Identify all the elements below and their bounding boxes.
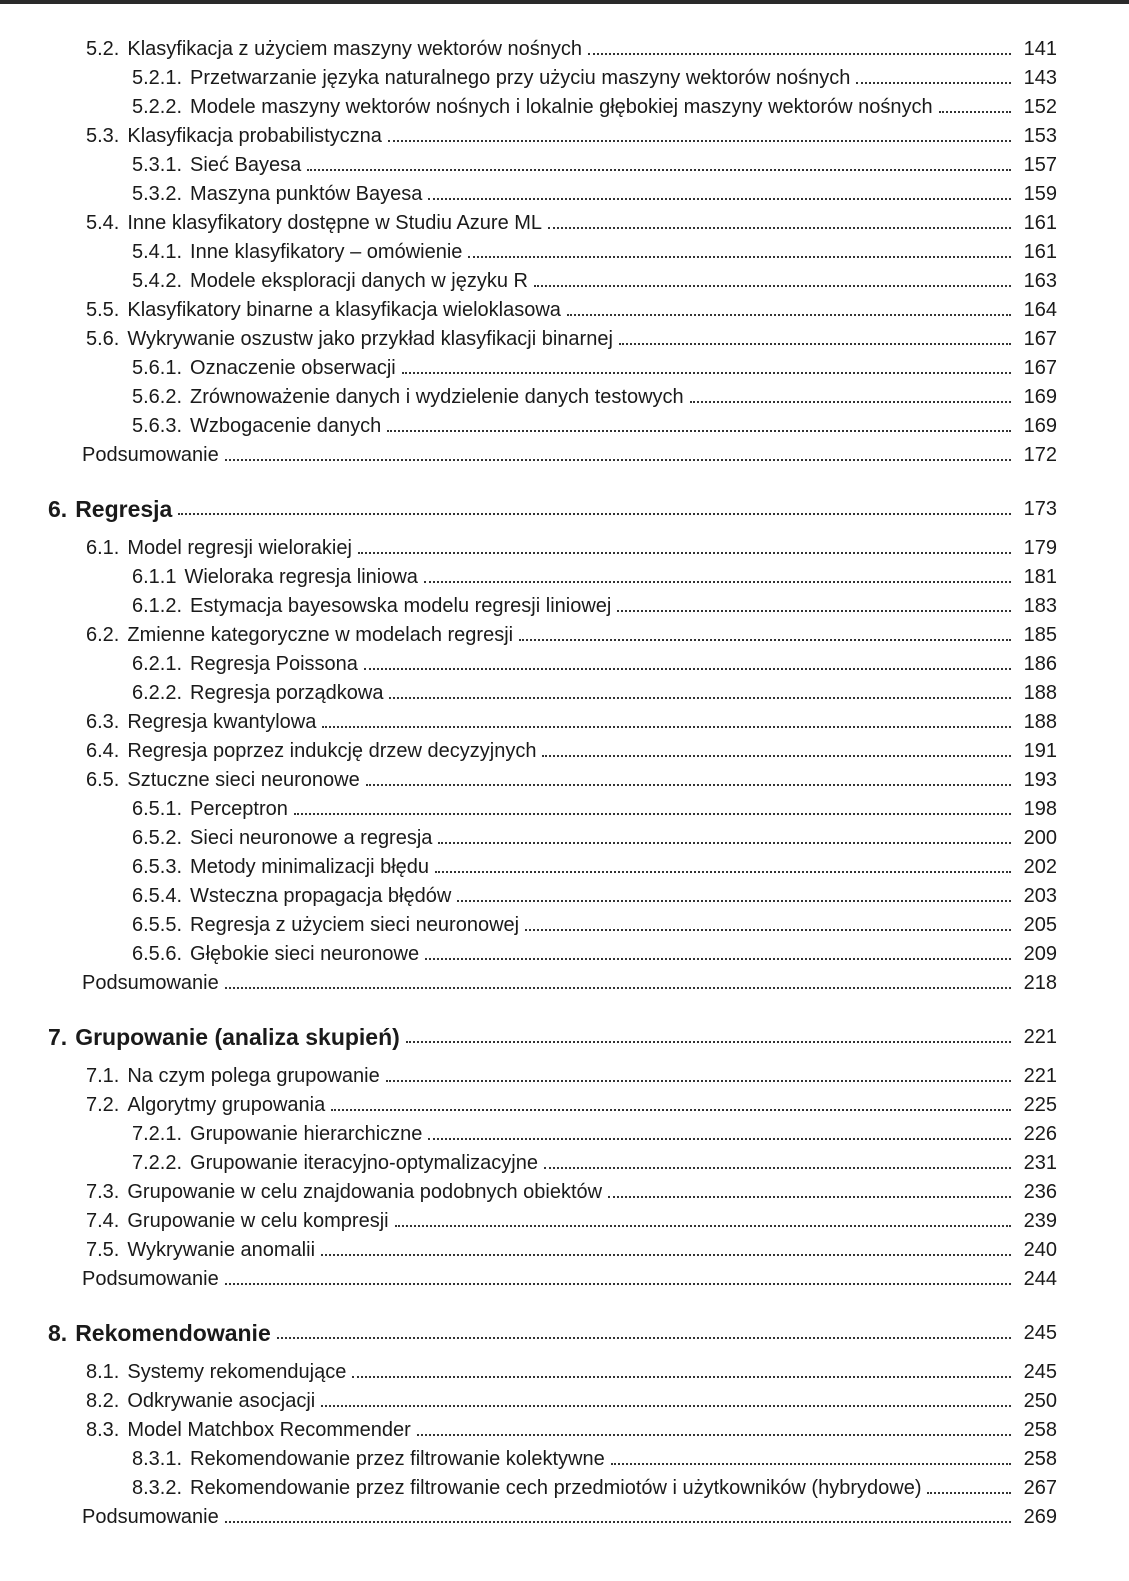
toc-page-number: 188 [1023,682,1057,704]
dot-leader [387,430,1011,432]
toc-page-number: 258 [1023,1419,1057,1441]
toc-entry [0,293,1129,322]
toc-page-number: 200 [1023,827,1057,849]
toc-entry-title: Rekomendowanie [75,1320,271,1346]
table-of-contents [0,32,1129,1529]
toc-entry-number: 5.4.1. [132,241,183,263]
dot-leader [322,726,1011,728]
dot-leader [457,900,1011,902]
toc-entry-title: Regresja kwantylowa [127,711,317,733]
toc-entry-number: 5.4. [86,212,120,234]
toc-entry-number: 8.3.2. [132,1477,183,1499]
toc-page-number: 225 [1023,1094,1057,1116]
toc-page-number: 179 [1023,537,1057,559]
toc-entry-title: Wsteczna propagacja błędów [190,885,452,907]
toc-page-number: 164 [1023,299,1057,321]
toc-entry-title: Modele eksploracji danych w języku R [190,270,528,292]
toc-entry-title: Regresja [75,496,173,522]
toc-entry [0,119,1129,148]
toc-entry-title: Regresja poprzez indukcję drzew decyzyjnych [127,740,537,762]
toc-entry [0,618,1129,647]
toc-entry-title: Grupowanie iteracyjno-optymalizacyjne [190,1152,538,1174]
dot-leader [395,1225,1011,1227]
dot-leader [519,639,1011,641]
toc-entry-number: 5.6.2. [132,386,183,408]
toc-entry-number: 6.5.1. [132,798,183,820]
toc-page-number: 250 [1023,1390,1057,1412]
toc-entry [0,351,1129,380]
toc-page-number: 183 [1023,595,1057,617]
dot-leader [548,227,1011,229]
toc-entry-number: 5.5. [86,299,120,321]
toc-entry-number: 7.2. [86,1094,120,1116]
toc-entry-title: Sieć Bayesa [190,154,302,176]
toc-entry-number: 6.5.5. [132,914,183,936]
toc-entry-title: Wzbogacenie danych [190,415,382,437]
toc-entry [0,937,1129,966]
toc-entry-title: Modele maszyny wektorów nośnych i lokalnie głębokiej maszyny wektorów nośnych [190,96,933,118]
toc-entry-title: Inne klasyfikatory – omówienie [190,241,463,263]
toc-entry [0,90,1129,119]
dot-leader [321,1405,1011,1407]
toc-entry [0,1059,1129,1088]
toc-entry [0,850,1129,879]
toc-page-number: 161 [1023,212,1057,234]
toc-entry [0,409,1129,438]
toc-entry [0,177,1129,206]
toc-entry-title: Odkrywanie asocjacji [127,1390,316,1412]
dot-leader [424,581,1011,583]
toc-entry [0,821,1129,850]
toc-entry-number: 8. [48,1320,68,1346]
dot-leader [534,285,1011,287]
dot-leader [525,929,1011,931]
toc-page-number: 236 [1023,1181,1057,1203]
toc-entry [0,676,1129,705]
toc-entry-number: 5.6.3. [132,415,183,437]
toc-entry-number: 6.5.2. [132,827,183,849]
dot-leader [225,1521,1011,1523]
toc-entry [0,560,1129,589]
toc-page-number: 157 [1023,154,1057,176]
toc-entry-title: Klasyfikatory binarne a klasyfikacja wieloklasowa [127,299,561,321]
toc-entry [0,264,1129,293]
toc-page-number: 173 [1023,498,1057,520]
toc-entry [0,380,1129,409]
toc-entry-title: Algorytmy grupowania [127,1094,326,1116]
toc-page-number: 269 [1023,1506,1057,1528]
toc-entry-number: 5.3.1. [132,154,183,176]
toc-entry-number: 7. [48,1024,68,1050]
toc-entry-number: 7.2.1. [132,1123,183,1145]
toc-entry-title: Inne klasyfikatory dostępne w Studiu Azure ML [127,212,543,234]
toc-entry-number: 6.5.4. [132,885,183,907]
toc-page-number: 240 [1023,1239,1057,1261]
toc-entry-title: Model regresji wielorakiej [127,537,352,559]
toc-page-number: 163 [1023,270,1057,292]
toc-entry [0,61,1129,90]
toc-page-number: 245 [1023,1361,1057,1383]
dot-leader [428,198,1011,200]
dot-leader [225,987,1011,989]
toc-page-number: 191 [1023,740,1057,762]
toc-entry-title: Estymacja bayesowska modelu regresji liniowej [190,595,612,617]
toc-entry [0,792,1129,821]
toc-page-number: 244 [1023,1268,1057,1290]
toc-entry-title: Grupowanie w celu znajdowania podobnych obiektów [127,1181,603,1203]
dot-leader [542,755,1011,757]
toc-entry-title: Sztuczne sieci neuronowe [127,769,360,791]
toc-entry-number: 6.1.1 [132,566,177,588]
toc-chapter-heading [0,1291,1129,1345]
toc-page-number: 143 [1023,67,1057,89]
chapter-spacer [0,1049,1129,1059]
dot-leader [468,256,1011,258]
toc-entry-title: Regresja z użyciem sieci neuronowej [190,914,520,936]
toc-entry-number: 7.1. [86,1065,120,1087]
toc-entry-number: 6.3. [86,711,120,733]
toc-page-number: 267 [1023,1477,1057,1499]
toc-entry-title: Klasyfikacja probabilistyczna [127,125,382,147]
toc-entry-title: Grupowanie (analiza skupień) [75,1024,400,1050]
toc-entry [0,1442,1129,1471]
toc-entry-number: 6.2. [86,624,120,646]
dot-leader [425,958,1011,960]
dot-leader [331,1109,1011,1111]
dot-leader [417,1434,1011,1436]
toc-entry-title: Rekomendowanie przez filtrowanie kolektywne [190,1448,605,1470]
dot-leader [402,372,1011,374]
toc-entry-number: 6.2.2. [132,682,183,704]
toc-chapter-heading [0,995,1129,1049]
toc-entry [0,32,1129,61]
dot-leader [544,1167,1011,1169]
toc-entry-title: Rekomendowanie przez filtrowanie cech przedmiotów i użytkowników (hybrydowe) [190,1477,922,1499]
dot-leader [225,459,1011,461]
toc-chapter-heading [0,467,1129,521]
toc-entry-number: 6.1.2. [132,595,183,617]
toc-entry-title: Podsumowanie [82,972,219,994]
dot-leader [617,610,1011,612]
toc-entry-title: Podsumowanie [82,1506,219,1528]
dot-leader [352,1376,1011,1378]
toc-entry [0,705,1129,734]
toc-page-number: 221 [1023,1026,1057,1048]
toc-page-number: 226 [1023,1123,1057,1145]
toc-page-number: 258 [1023,1448,1057,1470]
toc-entry-number: 6.5. [86,769,120,791]
chapter-spacer [0,1345,1129,1355]
toc-page-number: 209 [1023,943,1057,965]
toc-entry [0,734,1129,763]
toc-entry [0,1471,1129,1500]
toc-page-number: 161 [1023,241,1057,263]
toc-entry-number: 8.3.1. [132,1448,183,1470]
toc-entry [0,908,1129,937]
toc-page-number: 186 [1023,653,1057,675]
toc-entry [0,206,1129,235]
toc-page-number: 202 [1023,856,1057,878]
toc-entry-title: Podsumowanie [82,1268,219,1290]
dot-leader [435,871,1011,873]
dot-leader [277,1337,1011,1339]
toc-entry-title: Metody minimalizacji błędu [190,856,430,878]
toc-entry-title: Zmienne kategoryczne w modelach regresji [127,624,514,646]
toc-entry-number: 7.4. [86,1210,120,1232]
toc-entry [0,763,1129,792]
toc-entry [0,1088,1129,1117]
dot-leader [386,1080,1011,1082]
toc-entry-number: 5.2.2. [132,96,183,118]
toc-entry-title: Regresja porządkowa [190,682,384,704]
toc-entry-number: 6. [48,496,68,522]
toc-summary-entry [0,1262,1129,1291]
toc-entry-title: Maszyna punktów Bayesa [190,183,423,205]
toc-entry [0,1117,1129,1146]
dot-leader [406,1041,1011,1043]
toc-entry [0,1204,1129,1233]
toc-entry [0,1175,1129,1204]
toc-entry [0,647,1129,676]
toc-entry [0,1384,1129,1413]
page-top-rule [0,0,1129,4]
toc-entry-title: Wieloraka regresja liniowa [184,566,418,588]
dot-leader [307,169,1011,171]
toc-page-number: 181 [1023,566,1057,588]
toc-entry [0,589,1129,618]
toc-entry-number: 6.2.1. [132,653,183,675]
toc-page-number: 153 [1023,125,1057,147]
toc-entry [0,531,1129,560]
dot-leader [939,111,1011,113]
toc-entry-number: 5.3.2. [132,183,183,205]
toc-page-number: 218 [1023,972,1057,994]
toc-page-number: 198 [1023,798,1057,820]
dot-leader [364,668,1011,670]
toc-page-number: 167 [1023,328,1057,350]
dot-leader [588,53,1011,55]
dot-leader [438,842,1011,844]
toc-page-number: 152 [1023,96,1057,118]
toc-entry-number: 7.3. [86,1181,120,1203]
dot-leader [856,82,1011,84]
toc-summary-entry [0,966,1129,995]
toc-entry-number: 6.1. [86,537,120,559]
toc-entry-number: 5.6.1. [132,357,183,379]
toc-entry-title: Zrównoważenie danych i wydzielenie danych testowych [190,386,684,408]
toc-page-number: 203 [1023,885,1057,907]
toc-page-number: 221 [1023,1065,1057,1087]
toc-entry-title: Oznaczenie obserwacji [190,357,396,379]
toc-entry-title: Na czym polega grupowanie [127,1065,380,1087]
toc-entry-title: Grupowanie hierarchiczne [190,1123,423,1145]
toc-entry-title: Perceptron [190,798,288,820]
toc-page-number: 231 [1023,1152,1057,1174]
toc-page-number: 188 [1023,711,1057,733]
dot-leader [294,813,1011,815]
toc-page-number: 245 [1023,1322,1057,1344]
toc-entry-title: Model Matchbox Recommender [127,1419,411,1441]
dot-leader [358,552,1011,554]
toc-page-number: 159 [1023,183,1057,205]
toc-page-number: 205 [1023,914,1057,936]
toc-entry-title: Wykrywanie anomalii [127,1239,316,1261]
toc-entry-number: 8.2. [86,1390,120,1412]
toc-entry-number: 5.3. [86,125,120,147]
toc-entry-title: Klasyfikacja z użyciem maszyny wektorów nośnych [127,38,582,60]
dot-leader [619,343,1011,345]
dot-leader [178,513,1011,515]
toc-entry-number: 7.2.2. [132,1152,183,1174]
toc-entry [0,1413,1129,1442]
toc-entry-title: Wykrywanie oszustw jako przykład klasyfikacji binarnej [127,328,613,350]
dot-leader [567,314,1011,316]
toc-page-number: 169 [1023,386,1057,408]
toc-entry-number: 5.2.1. [132,67,183,89]
toc-entry-number: 8.1. [86,1361,120,1383]
toc-entry-title: Podsumowanie [82,444,219,466]
dot-leader [366,784,1011,786]
chapter-spacer [0,521,1129,531]
toc-entry [0,322,1129,351]
toc-page-number: 193 [1023,769,1057,791]
toc-page-number: 141 [1023,38,1057,60]
dot-leader [927,1492,1011,1494]
toc-entry-number: 6.5.6. [132,943,183,965]
toc-entry [0,1233,1129,1262]
toc-entry-number: 5.4.2. [132,270,183,292]
toc-entry-title: Grupowanie w celu kompresji [127,1210,389,1232]
toc-entry-number: 5.2. [86,38,120,60]
dot-leader [690,401,1011,403]
toc-page-number: 185 [1023,624,1057,646]
toc-page-number: 239 [1023,1210,1057,1232]
toc-entry-title: Sieci neuronowe a regresja [190,827,433,849]
dot-leader [388,140,1011,142]
dot-leader [611,1463,1011,1465]
toc-entry [0,879,1129,908]
toc-entry-number: 5.6. [86,328,120,350]
toc-page-number: 169 [1023,415,1057,437]
toc-entry [0,235,1129,264]
toc-entry-title: Przetwarzanie języka naturalnego przy użyciu maszyny wektorów nośnych [190,67,851,89]
dot-leader [389,697,1011,699]
toc-entry-number: 6.4. [86,740,120,762]
toc-entry [0,1355,1129,1384]
toc-entry-title: Regresja Poissona [190,653,358,675]
toc-entry-title: Systemy rekomendujące [127,1361,347,1383]
toc-entry-number: 7.5. [86,1239,120,1261]
toc-page-number: 172 [1023,444,1057,466]
toc-entry [0,1146,1129,1175]
toc-summary-entry [0,438,1129,467]
toc-entry [0,148,1129,177]
toc-entry-number: 6.5.3. [132,856,183,878]
toc-entry-title: Głębokie sieci neuronowe [190,943,420,965]
dot-leader [608,1196,1011,1198]
toc-summary-entry [0,1500,1129,1529]
toc-entry-number: 8.3. [86,1419,120,1441]
toc-page-number: 167 [1023,357,1057,379]
dot-leader [225,1283,1011,1285]
dot-leader [321,1254,1011,1256]
dot-leader [428,1138,1011,1140]
